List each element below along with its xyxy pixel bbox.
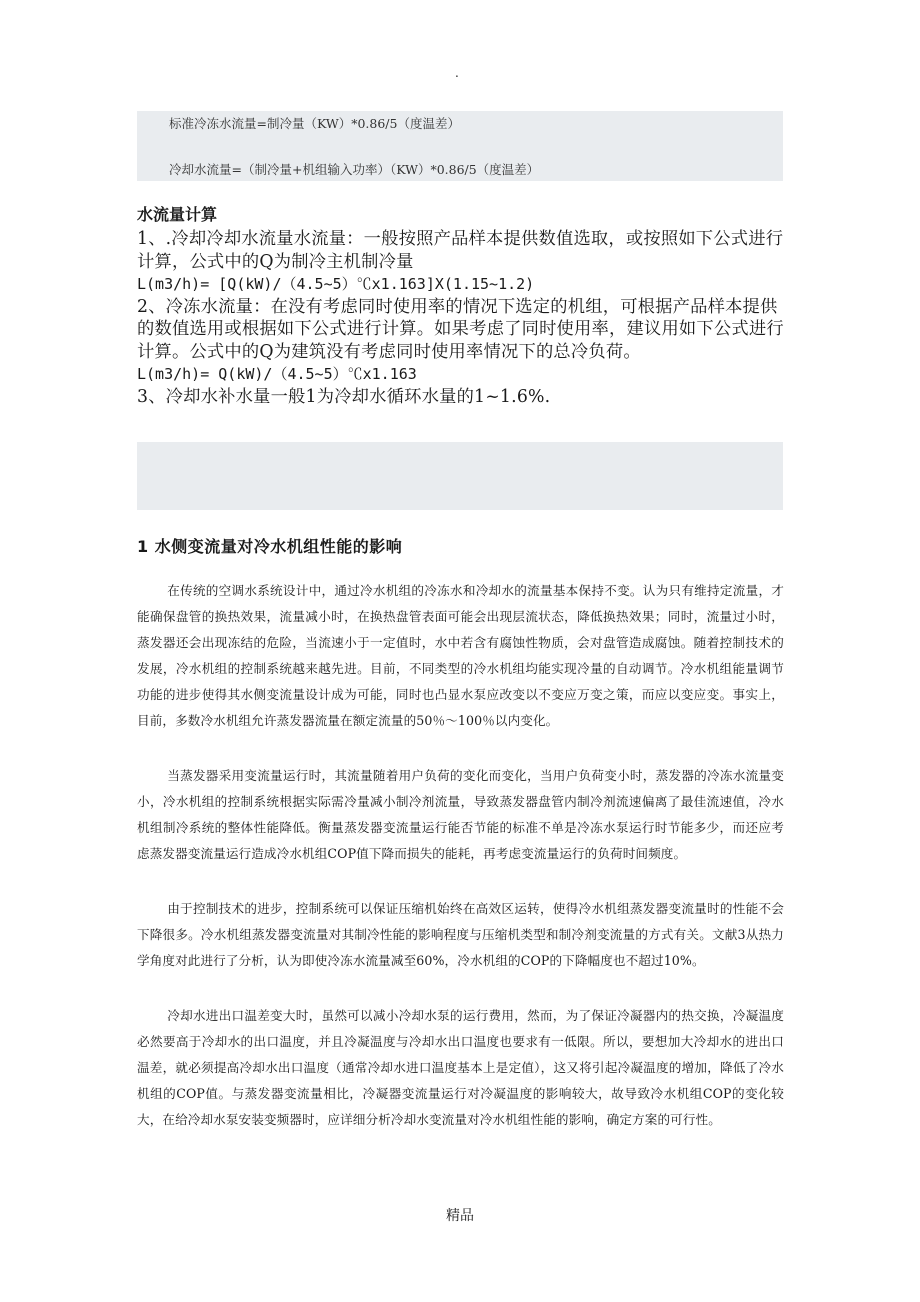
- calc-item-2: 2、冷冻水流量：在没有考虑同时使用率的情况下选定的机组，可根据产品样本提供的数值选用或根据如下公式进行计算。如果考虑了同时使用率，建议用如下公式进行计算。公式中的Q为建筑没有考虑同时使用率情况下的总冷负荷。: [137, 296, 784, 362]
- formula-box: [137, 111, 783, 181]
- chilled-water-flow-formula: 标准冷冻水流量=制冷量（KW）*0.86/5（度温差）: [169, 116, 460, 131]
- article-paragraph: 当蒸发器采用变流量运行时，其流量随着用户负荷的变化而变化，当用户负荷变小时，蒸发器的冷冻水流量变小，冷水机组的控制系统根据实际需冷量减小制冷剂流量，导致蒸发器盘管内制冷剂流速偏离了最佳流速值，冷水机组制冷系统的整体性能降低。衡量蒸发器变流量运行能否节能的标准不单是冷冻水泵运行时节能多少，而还应考虑蒸发器变流量运行造成冷水机组COP值下降而损失的能耗，再考虑变流量运行的负荷时间频度。: [137, 768, 784, 861]
- calc-item-3: 3、冷却水补水量一般1为冷却水循环水量的1~1.6%.: [137, 386, 551, 407]
- blank-shaded-box: [137, 442, 783, 510]
- water-flow-calculation-section: [137, 204, 787, 408]
- calc-heading: 水流量计算: [137, 205, 218, 224]
- calc-formula-1: L(m3/h)= [Q(kW)/（4.5~5）℃x1.163]X(1.15~1.2): [137, 275, 535, 293]
- calc-formula-2: L(m3/h)= Q(kW)/（4.5~5）℃x1.163: [137, 365, 417, 383]
- cooling-water-flow-formula: 冷却水流量=（制冷量+机组输入功率）（KW）*0.86/5（度温差）: [169, 162, 540, 177]
- article-paragraph: 由于控制技术的进步，控制系统可以保证压缩机始终在高效区运转，使得冷水机组蒸发器变流量时的性能不会下降很多。冷水机组蒸发器变流量对其制冷性能的影响程度与压缩机类型和制冷剂变流量的方式有关。文献3从热力学角度对此进行了分析，认为即使冷冻水流量减至60%，冷水机组的COP的下降幅度也不超过10%。: [137, 901, 784, 968]
- article-paragraph: 在传统的空调水系统设计中，通过冷水机组的冷冻水和冷却水的流量基本保持不变。认为只有维持定流量，才能确保盘管的换热效果，流量减小时，在换热盘管表面可能会出现层流状态，降低换热效果；同时，流量过小时，蒸发器还会出现冻结的危险，当流速小于一定值时，水中若含有腐蚀性物质，会对盘管造成腐蚀。随着控制技术的发展，冷水机组的控制系统越来越先进。目前，不同类型的冷水机组均能实现冷量的自动调节。冷水机组能量调节功能的进步使得其水侧变流量设计成为可能，同时也凸显水泵应改变以不变应万变之策，而应以变应变。事实上，目前，多数冷水机组允许蒸发器流量在额定流量的50％～100％以内变化。: [137, 583, 784, 728]
- calc-item-1: 1、.冷却冷却水流量水流量：一般按照产品样本提供数值选取，或按照如下公式进行计算，公式中的Q为制冷主机制冷量: [137, 229, 784, 272]
- article-body: [137, 578, 784, 1162]
- header-dot: .: [455, 66, 459, 80]
- article-paragraph: 冷却水进出口温差变大时，虽然可以减小冷却水泵的运行费用，然而，为了保证冷凝器内的热交换，冷凝温度必然要高于冷却水的出口温度，并且冷凝温度与冷却水出口温度也要求有一低限。所以，要想加大冷却水的进出口温差，就必须提高冷却水出口温度（通常冷却水进口温度基本上是定值），这又将引起冷凝温度的增加，降低了冷水机组的COP值。与蒸发器变流量相比，冷凝器变流量运行对冷凝温度的影响较大，故导致冷水机组COP的变化较大，在给冷却水泵安装变频器时，应详细分析冷却水变流量对冷水机组性能的影响，确定方案的可行性。: [137, 1008, 784, 1127]
- footer-label: 精品: [446, 1208, 474, 1224]
- section-heading: 1 水侧变流量对冷水机组性能的影响: [137, 537, 403, 556]
